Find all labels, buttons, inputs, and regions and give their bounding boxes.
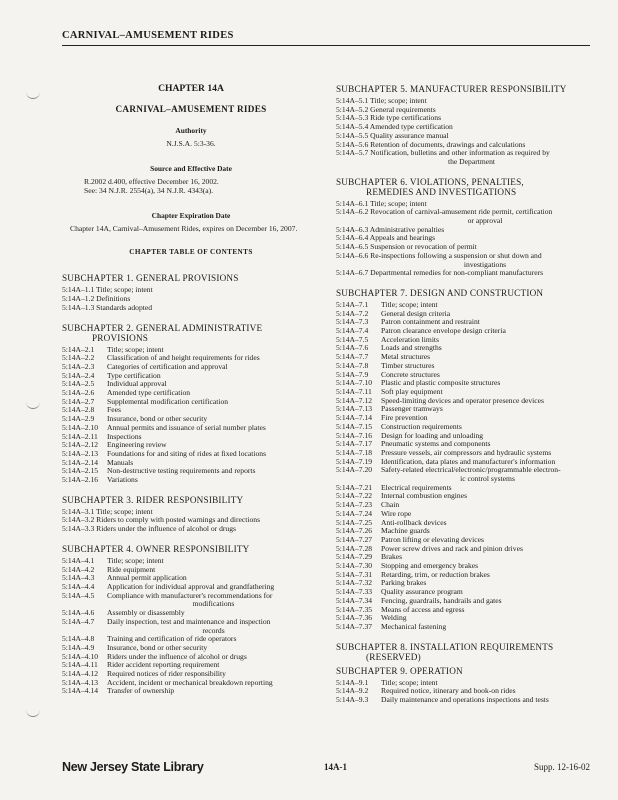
toc-row <box>336 405 594 414</box>
section-number: 5:14A–7.33 <box>336 587 373 597</box>
section-number: 5:14A–7.35 <box>336 604 373 614</box>
section-title: General design criteria <box>381 308 451 318</box>
header-rule <box>62 45 590 46</box>
section-number: 5:14A–2.2 <box>62 353 95 363</box>
section-number: 5:14A–2.14 <box>62 457 99 467</box>
toc-line: 5:14A–1.1 Title; scope; intent <box>62 285 153 295</box>
section-title: Title; scope; intent <box>381 299 438 309</box>
toc-line: 5:14A–5.1 Title; scope; intent <box>336 96 427 105</box>
section-title: Assembly or disassembly <box>107 608 185 618</box>
section-number: 5:14A–2.5 <box>62 379 95 389</box>
section-number: 5:14A–2.8 <box>62 405 95 415</box>
section-number: 5:14A–7.26 <box>336 526 373 536</box>
section-number: 5:14A–7.34 <box>336 595 373 605</box>
toc-line-continuation: or approval <box>467 216 503 226</box>
section-title: Welding <box>381 613 407 623</box>
toc-row <box>62 592 320 601</box>
subchapter-7-title: SUBCHAPTER 7. DESIGN AND CONSTRUCTION <box>336 287 544 298</box>
section-title: Passenger tramways <box>381 404 443 414</box>
section-title: Concrete structures <box>381 369 440 379</box>
section-number: 5:14A–7.19 <box>336 456 373 466</box>
subchapter-4-list <box>62 557 320 696</box>
section-number: 5:14A–4.2 <box>62 564 95 574</box>
section-title: Means of access and egress <box>381 604 465 614</box>
toc-line: 5:14A–6.2 Revocation of carnival-amusement ride permit, certification <box>336 207 553 217</box>
toc-row <box>336 501 594 510</box>
subchapter-7-list <box>336 301 594 632</box>
toc-row <box>336 545 594 554</box>
section-number: 5:14A–7.15 <box>336 421 373 431</box>
toc-row <box>336 571 594 580</box>
authority-text: N.J.S.A. 5:3-36. <box>166 139 216 148</box>
section-title: Design for loading and unloading <box>381 430 484 440</box>
section-number: 5:14A–7.4 <box>336 326 369 336</box>
expiration-text: Chapter 14A, Carnival–Amusement Rides, expires on December 16, 2007. <box>70 224 298 234</box>
chapter-number: CHAPTER 14A <box>158 83 224 94</box>
running-header: CARNIVAL–AMUSEMENT RIDES <box>62 30 234 41</box>
toc-row <box>336 301 594 310</box>
section-number: 5:14A–7.24 <box>336 508 373 518</box>
section-title: Categories of certification and approval <box>107 361 228 371</box>
subchapter-6-title <box>336 177 594 197</box>
section-title: Chain <box>381 500 400 510</box>
section-title: Plastic and plastic composite structures <box>381 378 501 388</box>
section-title: Engineering review <box>107 440 167 450</box>
punch-hole-mark <box>26 90 40 99</box>
section-title: Foundations for and siting of rides at fixed locations <box>107 448 267 458</box>
section-title: Insurance, bond or other security <box>107 642 208 652</box>
section-number: 5:14A–7.3 <box>336 317 369 327</box>
section-title: Title; scope; intent <box>381 677 438 687</box>
toc-line: 5:14A–5.2 General requirements <box>336 104 436 114</box>
section-title: Supplemental modification certification <box>107 396 229 406</box>
toc-row <box>62 380 320 389</box>
section-title: Title; scope; intent <box>107 344 164 354</box>
subchapter-2-title <box>62 323 320 343</box>
section-number: 5:14A–7.2 <box>336 308 369 318</box>
section-title: Soft play equipment <box>381 386 443 396</box>
toc-row <box>336 614 594 623</box>
section-title: Internal combustion engines <box>381 491 468 501</box>
page-footer <box>62 760 590 778</box>
section-number: 5:14A–2.11 <box>62 431 98 441</box>
section-title: Machine guards <box>381 526 430 536</box>
toc-row <box>336 397 594 406</box>
section-number: 5:14A–7.9 <box>336 369 369 379</box>
section-title: Required notices of rider responsibility <box>107 669 226 679</box>
section-title: Required notice, itinerary and book-on rides <box>381 686 516 696</box>
section-title: Variations <box>107 475 138 485</box>
subchapter-6-title-line: REMEDIES AND INVESTIGATIONS <box>366 186 517 197</box>
source-line: See: 34 N.J.R. 2554(a), 34 N.J.R. 4343(a). <box>84 186 214 196</box>
section-number: 5:14A–7.27 <box>336 534 373 544</box>
section-title: Ride equipment <box>107 564 156 574</box>
toc-row <box>336 510 594 519</box>
toc-line: 5:14A–3.3 Riders under the influence of alcohol or drugs <box>62 524 236 534</box>
section-number: 5:14A–4.7 <box>62 616 95 626</box>
section-number: 5:14A–7.10 <box>336 378 373 388</box>
section-number: 5:14A–7.31 <box>336 569 373 579</box>
toc-row <box>62 618 320 627</box>
section-title: Mechanical fastening <box>381 621 447 631</box>
section-title: Identification, data plates and manufacturer's information <box>381 456 556 466</box>
section-title: Metal structures <box>381 352 431 362</box>
section-number: 5:14A–7.21 <box>336 482 373 492</box>
section-number: 5:14A–4.4 <box>62 581 95 591</box>
section-title: Safety-related electrical/electronic/programmable electron- <box>381 465 561 475</box>
section-title: Timber structures <box>381 360 435 370</box>
toc-row <box>336 414 594 423</box>
section-number: 5:14A–2.12 <box>62 440 99 450</box>
section-number: 5:14A–4.3 <box>62 573 95 583</box>
section-title: Inspections <box>107 431 142 441</box>
section-title: Retarding, trim, or reduction brakes <box>381 569 490 579</box>
toc-row <box>336 344 594 353</box>
section-number: 5:14A–9.2 <box>336 686 369 696</box>
section-number: 5:14A–4.6 <box>62 608 95 618</box>
section-title: Compliance with manufacturer's recommendations for <box>107 590 273 600</box>
section-title: Daily inspection, test and maintenance and inspection <box>107 616 271 626</box>
section-title: Patron clearance envelope design criteria <box>381 326 506 336</box>
toc-row <box>62 433 320 442</box>
section-title: Fire prevention <box>381 413 428 423</box>
section-number: 5:14A–9.1 <box>336 677 369 687</box>
section-title: Non-destructive testing requirements and reports <box>107 466 256 476</box>
section-number: 5:14A–7.13 <box>336 404 373 414</box>
section-title: Riders under the influence of alcohol or drugs <box>107 651 247 661</box>
section-number: 5:14A–7.22 <box>336 491 373 501</box>
toc-line: 5:14A–3.1 Title; scope; intent <box>62 506 153 516</box>
section-title: Brakes <box>381 552 403 562</box>
toc-row <box>336 336 594 345</box>
section-number: 5:14A–7.1 <box>336 299 369 309</box>
section-number: 5:14A–7.30 <box>336 561 373 571</box>
subchapter-6-title-line: SUBCHAPTER 6. VIOLATIONS, PENALTIES, <box>336 176 524 187</box>
toc-line: 5:14A–6.4 Appeals and hearings <box>336 233 436 243</box>
subchapter-8-title-line: (RESERVED) <box>366 651 421 662</box>
toc-row <box>62 398 320 407</box>
section-title: Individual approval <box>107 379 167 389</box>
section-title: Pressure vessels, air compressors and hydraulic systems <box>381 447 552 457</box>
subchapter-8-title <box>336 642 594 662</box>
toc-row <box>62 557 320 566</box>
subchapter-4-title: SUBCHAPTER 4. OWNER RESPONSIBILITY <box>62 543 250 554</box>
subchapter-1-title: SUBCHAPTER 1. GENERAL PROVISIONS <box>62 273 239 284</box>
toc-line: 5:14A–5.5 Quality assurance manual <box>336 130 449 140</box>
section-number: 5:14A–7.23 <box>336 500 373 510</box>
toc-row <box>336 519 594 528</box>
toc-line: 5:14A–5.7 Notification, bulletins and other information as required by <box>336 148 550 158</box>
toc-row <box>62 363 320 372</box>
section-title: Transfer of ownership <box>107 686 175 696</box>
section-number: 5:14A–2.1 <box>62 344 95 354</box>
toc-line: 5:14A–6.1 Title; scope; intent <box>336 198 427 208</box>
toc-row <box>62 687 320 696</box>
toc-row <box>336 606 594 615</box>
toc-line-continuation: investigations <box>463 259 507 269</box>
section-title: Pneumatic systems and components <box>381 439 491 449</box>
section-title: Daily maintenance and operations inspections and tests <box>381 695 549 705</box>
section-title: Patron lifting or elevating devices <box>381 534 484 544</box>
section-number: 5:14A–9.3 <box>336 695 369 705</box>
section-number: 5:14A–4.14 <box>62 686 99 696</box>
section-title: Training and certification of ride operators <box>107 634 237 644</box>
section-title: Amended type certification <box>107 388 191 398</box>
section-number: 5:14A–7.16 <box>336 430 373 440</box>
section-number: 5:14A–4.13 <box>62 677 99 687</box>
section-number: 5:14A–2.6 <box>62 388 95 398</box>
section-title: Patron containment and restraint <box>381 317 480 327</box>
toc-row <box>62 679 320 688</box>
subchapter-2-title-line: PROVISIONS <box>92 332 149 343</box>
expiration-heading: Chapter Expiration Date <box>151 211 231 221</box>
section-number: 5:14A–7.5 <box>336 334 369 344</box>
source-heading: Source and Effective Date <box>150 164 232 173</box>
section-title: Acceleration limits <box>381 334 439 344</box>
subchapter-2-list <box>62 346 320 485</box>
section-number: 5:14A–4.10 <box>62 651 99 661</box>
section-number: 5:14A–7.6 <box>336 343 369 353</box>
section-number: 5:14A–7.29 <box>336 552 373 562</box>
toc-line: 5:14A–1.3 Standards adopted <box>62 302 153 312</box>
section-number: 5:14A–4.9 <box>62 642 95 652</box>
section-number: 5:14A–2.4 <box>62 370 95 380</box>
section-title: Electrical requirements <box>381 482 452 492</box>
section-number: 5:14A–4.5 <box>62 590 95 600</box>
toc-row <box>336 362 594 371</box>
page-number: 14A-1 <box>324 762 347 772</box>
section-number: 5:14A–2.13 <box>62 448 99 458</box>
section-number: 5:14A–7.18 <box>336 447 373 457</box>
toc-line: 5:14A–6.5 Suspension or revocation of permit <box>336 242 477 252</box>
section-number: 5:14A–2.16 <box>62 475 99 485</box>
section-title: Loads and strengths <box>381 343 442 353</box>
section-number: 5:14A–7.37 <box>336 621 373 631</box>
section-title: Construction requirements <box>381 421 462 431</box>
section-number: 5:14A–2.15 <box>62 466 99 476</box>
toc-row <box>336 696 594 705</box>
subchapter-8-title-line: SUBCHAPTER 8. INSTALLATION REQUIREMENTS <box>336 641 554 652</box>
section-number: 5:14A–2.9 <box>62 414 95 424</box>
toc-heading: CHAPTER TABLE OF CONTENTS <box>129 248 253 257</box>
section-title: Classification of and height requirements for rides <box>107 353 260 363</box>
section-number: 5:14A–4.12 <box>62 669 99 679</box>
section-title: Anti-rollback devices <box>381 517 447 527</box>
section-title: Stopping and emergency brakes <box>381 561 479 571</box>
source-line: R.2002 d.400, effective December 16, 2002. <box>84 177 219 186</box>
toc-line-continuation: the Department <box>448 156 496 166</box>
section-number: 5:14A–7.32 <box>336 578 373 588</box>
toc-row <box>336 579 594 588</box>
section-title: Annual permits and issuance of serial number plates <box>107 422 266 432</box>
toc-line: 5:14A–6.7 Departmental remedies for non-compliant manufacturers <box>336 268 544 278</box>
section-title: Insurance, bond or other security <box>107 414 208 424</box>
section-number: 5:14A–7.25 <box>336 517 373 527</box>
toc-line: 5:14A–5.4 Amended type certification <box>336 122 453 132</box>
section-number: 5:14A–7.14 <box>336 413 373 423</box>
section-title: Title; scope; intent <box>107 555 164 565</box>
punch-hole-mark <box>26 400 40 409</box>
section-title: Accident, incident or mechanical breakdown reporting <box>107 677 273 687</box>
toc-row <box>336 327 594 336</box>
subchapter-9-list <box>336 679 594 705</box>
toc-row <box>336 379 594 388</box>
section-number: 5:14A–4.11 <box>62 660 98 670</box>
subchapter-3-title: SUBCHAPTER 3. RIDER RESPONSIBILITY <box>62 494 244 505</box>
toc-row <box>62 424 320 433</box>
toc-line: 5:14A–5.3 Ride type certifications <box>336 113 442 123</box>
section-title: Fees <box>107 405 121 415</box>
subchapter-6-list <box>336 200 594 278</box>
toc-row <box>62 372 320 381</box>
section-title-continuation: modifications <box>192 599 235 609</box>
section-number: 5:14A–2.3 <box>62 361 95 371</box>
toc-row <box>336 597 594 606</box>
section-title-continuation: records <box>202 625 225 635</box>
left-column <box>62 80 320 696</box>
section-number: 5:14A–7.12 <box>336 395 373 405</box>
section-title: Type certification <box>107 370 161 380</box>
section-number: 5:14A–7.11 <box>336 386 372 396</box>
supplement-date: Supp. 12-16-02 <box>534 762 590 772</box>
section-title: Quality assurance program <box>381 587 463 597</box>
section-title: Rider accident reporting requirement <box>107 660 220 670</box>
subchapter-5-title: SUBCHAPTER 5. MANUFACTURER RESPONSIBILITY <box>336 84 567 94</box>
section-title-continuation: ic control systems <box>460 474 515 484</box>
toc-row <box>62 467 320 476</box>
section-number: 5:14A–2.10 <box>62 422 99 432</box>
library-logo: New Jersey State Library <box>62 760 204 774</box>
section-title: Manuals <box>107 457 134 467</box>
section-number: 5:14A–7.36 <box>336 613 373 623</box>
subchapter-9-title: SUBCHAPTER 9. OPERATION <box>336 665 463 676</box>
section-number: 5:14A–7.7 <box>336 352 369 362</box>
section-number: 5:14A–7.28 <box>336 543 373 553</box>
toc-row <box>62 566 320 575</box>
section-number: 5:14A–4.8 <box>62 634 95 644</box>
punch-hole-mark <box>26 708 40 717</box>
section-number: 5:14A–7.20 <box>336 465 373 475</box>
section-title: Annual permit application <box>107 573 187 583</box>
toc-row <box>62 450 320 459</box>
section-number: 5:14A–2.7 <box>62 396 95 406</box>
section-title: Wire rope <box>381 508 412 518</box>
chapter-title: CARNIVAL–AMUSEMENT RIDES <box>115 104 267 114</box>
section-number: 5:14A–7.17 <box>336 439 373 449</box>
authority-heading: Authority <box>175 126 207 135</box>
toc-row <box>336 353 594 362</box>
section-title: Parking brakes <box>381 578 427 588</box>
section-number: 5:14A–4.1 <box>62 555 95 565</box>
toc-line: 5:14A–6.6 Re-inspections following a suspension or shut down and <box>336 250 542 260</box>
subchapter-2-title-line: SUBCHAPTER 2. GENERAL ADMINISTRATIVE <box>62 322 263 333</box>
toc-line: 5:14A–1.2 Definitions <box>62 294 131 304</box>
section-title: Speed-limiting devices and operator presence devices <box>381 395 544 405</box>
toc-line: 5:14A–6.3 Administrative penalties <box>336 224 445 234</box>
toc-row <box>336 623 594 632</box>
section-title: Fencing, guardrails, handrails and gates <box>381 595 502 605</box>
section-title: Application for individual approval and grandfathering <box>107 581 275 591</box>
section-number: 5:14A–7.8 <box>336 360 369 370</box>
toc-line: 5:14A–5.6 Retention of documents, drawings and calculations <box>336 139 526 149</box>
toc-line: 5:14A–3.2 Riders to comply with posted warnings and directions <box>62 515 261 525</box>
section-title: Power screw drives and rack and pinion drives <box>381 543 523 553</box>
right-column <box>336 84 594 705</box>
toc-row <box>336 492 594 501</box>
toc-row <box>62 476 320 485</box>
